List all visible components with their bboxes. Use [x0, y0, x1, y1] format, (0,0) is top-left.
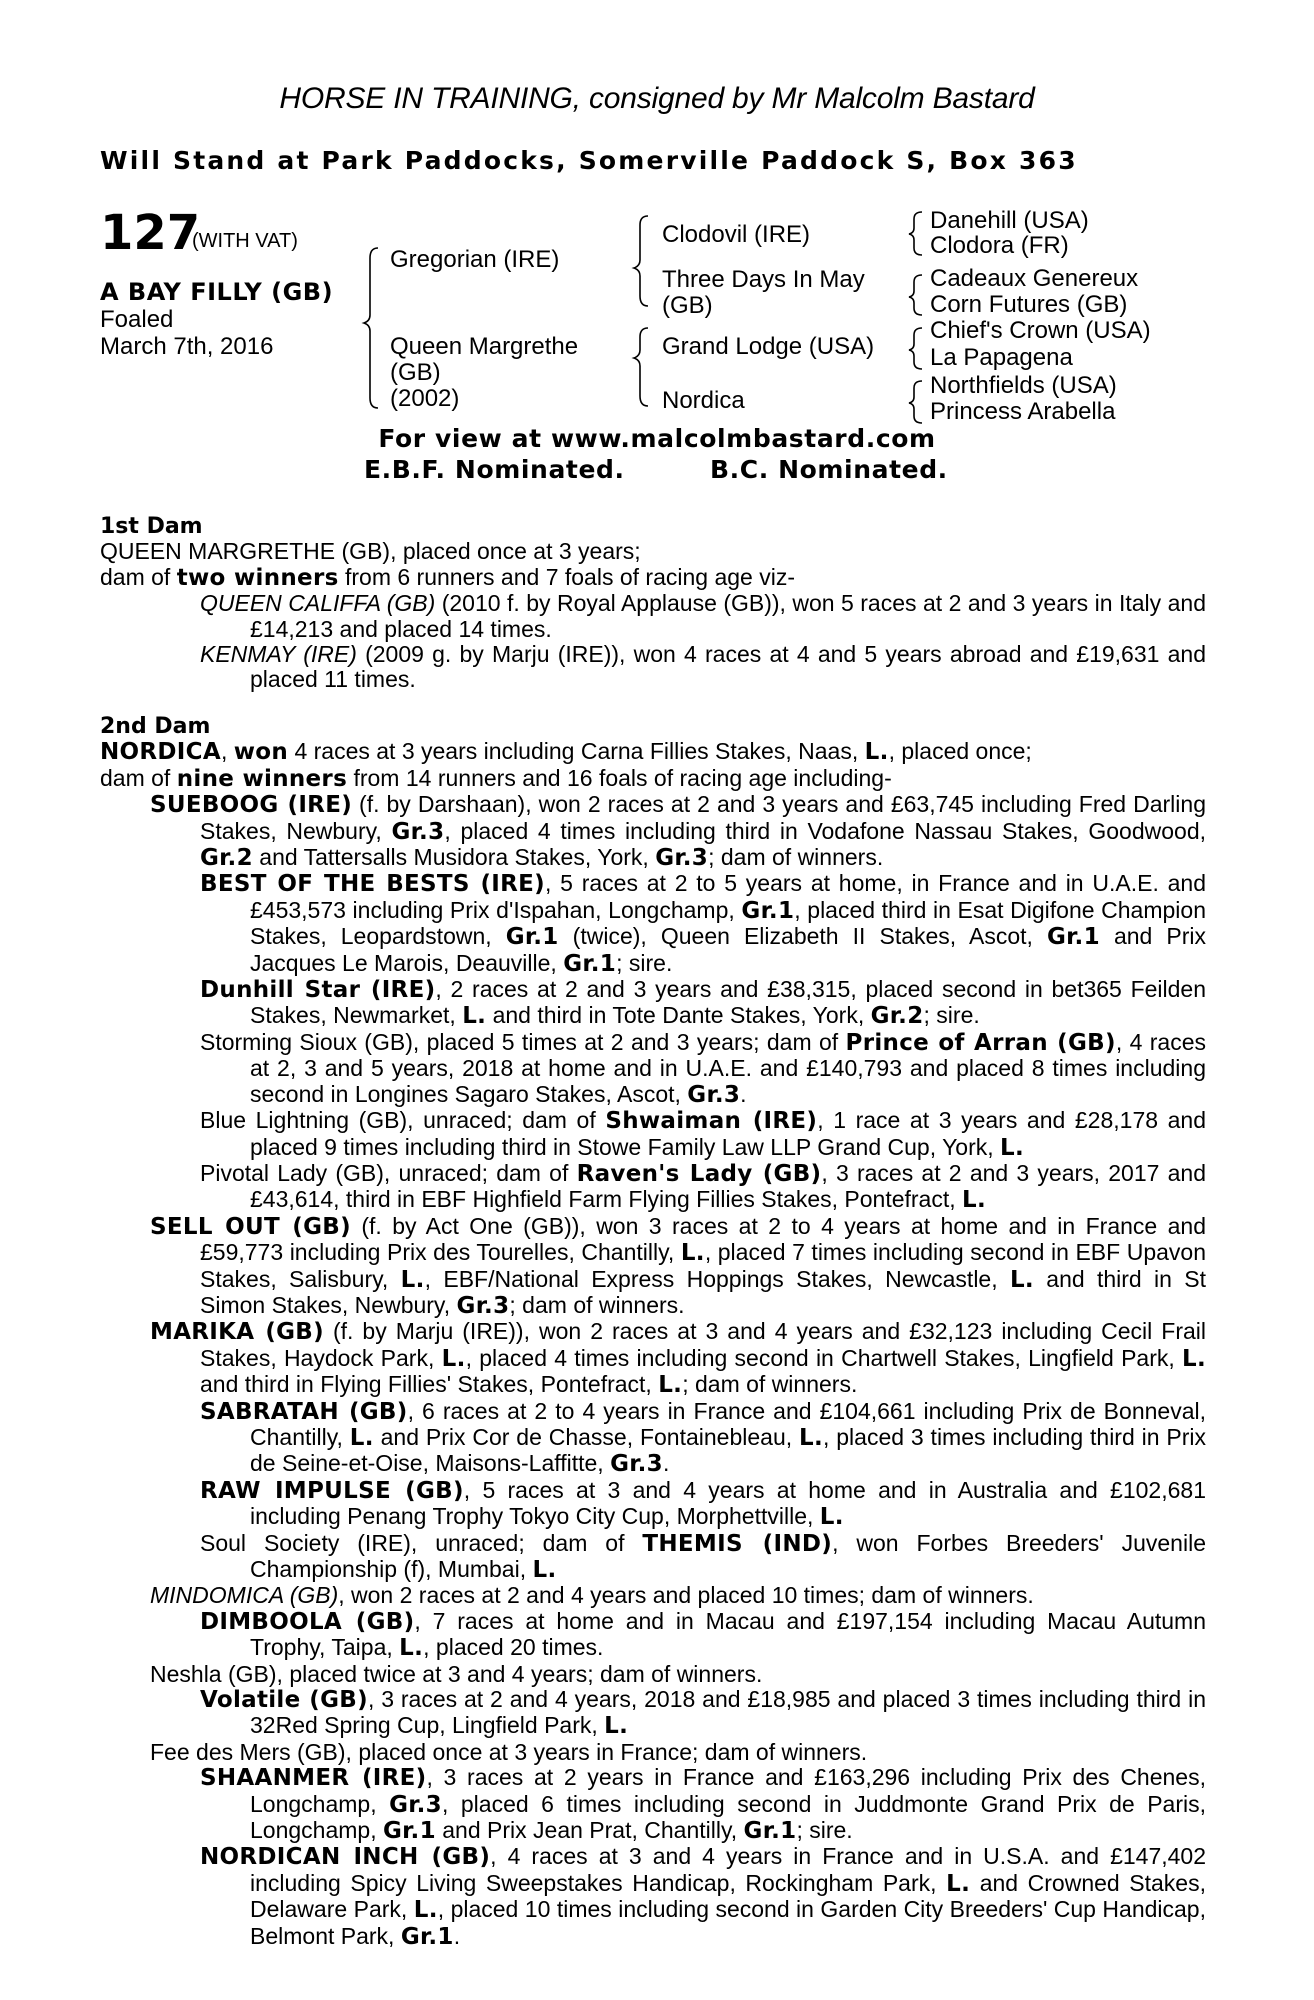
grand-brace-4 [909, 381, 922, 423]
sire-name: Gregorian (IRE) [390, 246, 560, 273]
entry-fee-des-mers: Fee des Mers (GB), placed once at 3 years in France; dam of winners. [150, 1738, 868, 1765]
granddam-1: Clodora (FR) [930, 232, 1069, 259]
sire-brace [634, 216, 648, 306]
progeny-queen-califfa: QUEEN CALIFFA (GB) (2010 f. by Royal Applause (GB)), won 5 races at 2 and 3 years in Italy and £14,213 and placed 14 times. [200, 590, 1206, 642]
main-brace [364, 248, 378, 408]
granddam-3: La Papagena [930, 344, 1073, 371]
first-dam-line1: QUEEN MARGRETHE (GB), placed once at 3 years; [100, 538, 641, 565]
entry-dimboola: DIMBOOLA (GB), 7 races at home and in Macau and £197,154 including Macau Autumn Trophy, Taipa, L., placed 20 times. [200, 1607, 1206, 1662]
granddam-4: Princess Arabella [930, 398, 1116, 425]
horse-description: A BAY FILLY (GB) [100, 278, 334, 306]
entry-marika: MARIKA (GB) (f. by Marju (IRE)), won 2 races at 3 and 4 years and £32,123 including Cecil Frail Stakes, Haydock Park, L., placed 4 times including second in Chartwell Stakes, Lingfield Park, L. and third in Flying Fillies' Stakes, Pontefract, L.; dam of winners. [150, 1318, 1206, 1399]
bc-nominated: B.C. Nominated. [710, 455, 948, 484]
entry-nordican-inch: NORDICAN INCH (GB), 4 races at 3 and 4 years in France and in U.S.A. and £147,402 including Spicy Living Sweepstakes Handicap, Rockingham Park, L. and Crowned Stakes, Delaware Park, L., placed 10 times including second in Garden City Breeders' Cup Handicap, Belmont Park, Gr.1. [200, 1843, 1207, 1950]
grand-brace-1 [909, 212, 922, 255]
progeny-kenmay: KENMAY (IRE) (2009 g. by Marju (IRE)), won 4 races at 4 and 5 years abroad and £19,631 and placed 11 times. [200, 641, 1206, 693]
grandsire-3: Chief's Crown (USA) [930, 317, 1151, 344]
entry-raw-impulse: RAW IMPULSE (GB), 5 races at 3 and 4 years at home and in Australia and £102,681 including Penang Trophy Tokyo City Cup, Morphettville, L. [200, 1476, 1206, 1531]
sire-dam-line1: Three Days In May [662, 266, 865, 293]
grandsire-4: Northfields (USA) [930, 372, 1117, 399]
second-dam-section [100, 714, 1206, 1950]
entry-storming-sioux: Storming Sioux (GB), placed 5 times at 2 and 3 years; dam of Prince of Arran (GB), 4 races at 2, 3 and 5 years, 2018 at home and in U.A.E. and £140,793 and placed 8 times including second in Longines Sagaro Stakes, Ascot, Gr.3. [200, 1028, 1206, 1108]
dam-name-line1: Queen Margrethe [390, 333, 579, 360]
sire-dam-name [662, 267, 865, 319]
second-dam-line1: NORDICA, won 4 races at 3 years including Carna Fillies Stakes, Naas, L., placed once; [100, 738, 1032, 766]
sire-dam-line2: (GB) [662, 292, 713, 319]
entry-sabratah: SABRATAH (GB), 6 races at 2 to 4 years in France and £104,661 including Prix de Bonneval, Chantilly, L. and Prix Cor de Chasse, Fontainebleau, L., placed 3 times including third in Prix de Seine-et-Oise, Maisons-Laffitte, Gr.3. [200, 1397, 1207, 1478]
entry-shaanmer: SHAANMER (IRE), 3 races at 2 years in France and £163,296 including Prix des Chenes, Longchamp, Gr.3, placed 6 times including second in Juddmonte Grand Prix de Paris, Longchamp, Gr.1 and Prix Jean Prat, Chantilly, Gr.1; sire. [200, 1764, 1206, 1845]
vat-note: (WITH VAT) [192, 230, 298, 252]
entry-volatile: Volatile (GB), 3 races at 2 and 4 years, 2018 and £18,985 and placed 3 times including third in 32Red Spring Cup, Lingfield Park, L. [200, 1686, 1206, 1740]
stand-location: Will Stand at Park Paddocks, Somerville Paddock S, Box 363 [100, 146, 1078, 175]
foaled-label: Foaled [100, 306, 174, 333]
entry-sueboog: SUEBOOG (IRE) (f. by Darshaan), won 2 races at 2 and 3 years and £63,745 including Fred Darling Stakes, Newbury, Gr.3, placed 4 times including third in Vodafone Nassau Stakes, Goodwood, Gr.2 and Tattersalls Musidora Stakes, York, Gr.3; dam of winners. [150, 791, 1207, 872]
pedigree-braces [0, 0, 1314, 440]
entry-neshla: Neshla (GB), placed twice at 3 and 4 years; dam of winners. [150, 1660, 763, 1687]
foaled-date: March 7th, 2016 [100, 333, 274, 360]
lot-number: 127 [100, 205, 201, 261]
view-website: For view at www.malcolmbastard.com [378, 424, 936, 453]
second-dam-line2: dam of nine winners from 14 runners and 16 foals of racing age including- [100, 764, 892, 792]
grand-brace-3 [909, 328, 922, 369]
entry-blue-lightning: Blue Lightning (GB), unraced; dam of Shwaiman (IRE), 1 race at 3 years and £28,178 and placed 9 times including third in Stowe Family Law LLP Grand Cup, York, L. [200, 1107, 1207, 1161]
first-dam-section [100, 514, 1206, 693]
grandsire-1: Danehill (USA) [930, 207, 1089, 234]
dam-sire-name: Grand Lodge (USA) [662, 333, 875, 360]
entry-best-of-the-bests: BEST OF THE BESTS (IRE), 5 races at 2 to 5 years at home, in France and in U.A.E. and £453,573 including Prix d'Ispahan, Longchamp, Gr.1, placed third in Esat Digifone Champion Stakes, Leopardstown, Gr.1 (twice), Queen Elizabeth II Stakes, Ascot, Gr.1 and Prix Jacques Le Marois, Deauville, Gr.1; sire. [200, 870, 1206, 977]
entry-dunhill-star: Dunhill Star (IRE), 2 races at 2 and 3 years and £38,315, placed second in bet365 Feilden Stakes, Newmarket, L. and third in Tote Dante Stakes, York, Gr.2; sire. [200, 976, 1207, 1030]
entry-soul-society: Soul Society (IRE), unraced; dam of THEMIS (IND), won Forbes Breeders' Juvenile Championship (f), Mumbai, L. [200, 1529, 1206, 1583]
grand-brace-2 [909, 275, 922, 315]
entry-sell-out: SELL OUT (GB) (f. by Act One (GB)), won 3 races at 2 to 4 years at home and in France and £59,773 including Prix des Tourelles, Chantilly, L., placed 7 times including second in EBF Upavon Stakes, Salisbury, L., EBF/National Express Hoppings Stakes, Newcastle, L. and third in St Simon Stakes, Newbury, Gr.3; dam of winners. [150, 1212, 1207, 1319]
dam-brace [634, 328, 648, 406]
ebf-nominated: E.B.F. Nominated. [364, 455, 625, 484]
second-dam-heading: 2nd Dam [100, 714, 211, 739]
entry-pivotal-lady: Pivotal Lady (GB), unraced; dam of Raven's Lady (GB), 3 races at 2 and 3 years, 2017 and £43,614, third in EBF Highfield Farm Flying Fillies Stakes, Pontefract, L. [200, 1159, 1207, 1214]
dam-name [390, 334, 578, 412]
first-dam-heading: 1st Dam [100, 514, 203, 539]
entry-mindomica: MINDOMICA (GB), won 2 races at 2 and 4 years and placed 10 times; dam of winners. [150, 1582, 1034, 1609]
granddam-2: Corn Futures (GB) [930, 291, 1128, 318]
first-dam-line2: dam of two winners from 6 runners and 7 foals of racing age viz- [100, 563, 795, 591]
sire-sire-name: Clodovil (IRE) [662, 221, 811, 248]
dam-dam-name: Nordica [662, 387, 745, 414]
grandsire-2: Cadeaux Genereux [930, 265, 1139, 292]
dam-name-line3: (2002) [390, 385, 460, 412]
catalogue-header-title: HORSE IN TRAINING, consigned by Mr Malcolm Bastard [279, 82, 1035, 115]
dam-name-line2: (GB) [390, 359, 441, 386]
